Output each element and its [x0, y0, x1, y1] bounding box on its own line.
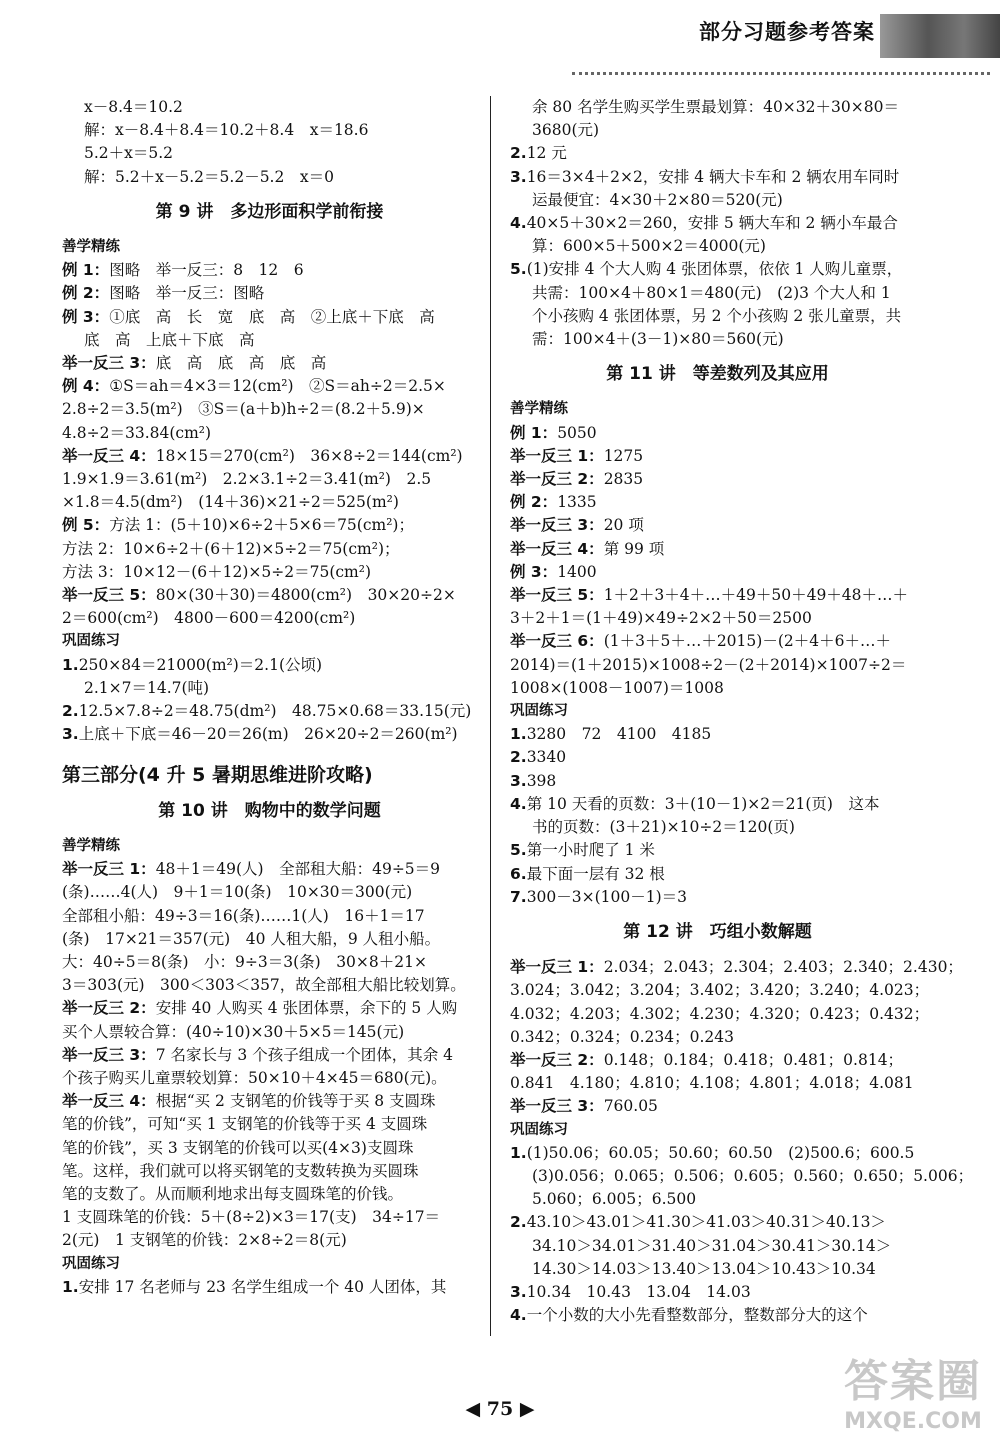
answer-text: 解：5.2＋x－5.2＝5.2－5.2 x＝0	[84, 167, 334, 186]
answer-line	[62, 1113, 477, 1136]
answer-text: 2.8÷2＝3.5(m²) ③S＝(a＋b)h÷2＝(8.2＋5.9)×	[62, 400, 425, 419]
answer-text: 0.342；0.324；0.234；0.243	[510, 1027, 734, 1046]
answer-line	[510, 445, 925, 468]
answer-line	[510, 793, 925, 816]
answer-text: 2014)＝(1＋2015)×1008÷2－(2＋2014)×1007÷2＝	[510, 655, 907, 674]
answer-line	[510, 1304, 925, 1327]
answer-text: 43.10＞43.01＞41.30＞41.03＞40.31＞40.13＞	[526, 1213, 886, 1232]
answer-text: 一个小数的大小先看整数部分，整数部分大的这个	[526, 1306, 868, 1325]
item-label: 举一反三 1：	[510, 446, 604, 465]
section-heading: 第 12 讲 巧组小数解题	[623, 921, 812, 942]
answer-text: 上底＋下底＝46－20＝26(m) 26×20÷2＝260(m²)	[78, 725, 458, 744]
answer-line	[62, 1044, 477, 1067]
answer-line	[62, 306, 477, 329]
answer-text: (1)50.06；60.05；50.60；60.50 (2)500.6；600.5	[526, 1143, 915, 1162]
item-label: 7.	[510, 887, 527, 906]
answer-text: 5.2＋x＝5.2	[84, 144, 174, 163]
answer-text: 3＝303(元) 300＜303＜357，故全部租大船比较划算。	[62, 976, 466, 995]
item-label: 1.	[510, 725, 527, 744]
item-label: 举一反三 2：	[62, 999, 156, 1018]
answer-text: 大：40÷5＝8(条) 小：9÷3＝3(条) 30×8＋21×	[62, 952, 427, 971]
answer-text: x－8.4＝10.2	[84, 98, 183, 116]
answer-line	[62, 928, 477, 951]
item-label: 1.	[62, 655, 79, 674]
subsection-label: 巩固练习	[62, 1255, 120, 1272]
answer-text: 3280 72 4100 4185	[526, 725, 712, 744]
answer-line	[510, 839, 925, 862]
answer-line	[62, 119, 477, 142]
answer-text: 0.841 4.180；4.810；4.108；4.801；4.018；4.081	[510, 1074, 914, 1093]
subsection-label: 善学精练	[510, 401, 568, 418]
answer-text: 2835	[603, 470, 644, 489]
answer-text: 20 项	[603, 516, 644, 535]
item-label: 举一反三 3：	[510, 1097, 604, 1116]
answer-text: 算：600×5＋500×2＝4000(元)	[532, 237, 766, 256]
item-label: 5.	[510, 841, 527, 860]
item-label: 例 2：	[62, 284, 110, 303]
answer-text: 需：100×4＋(3－1)×80＝560(元)	[532, 330, 784, 349]
answer-line	[62, 398, 477, 421]
answer-line	[62, 607, 477, 630]
item-label: 例 3：	[62, 307, 110, 326]
answer-line	[510, 863, 925, 886]
answer-text: ①底 高 长 宽 底 高 ②上底＋下底 高	[109, 307, 435, 326]
answer-line	[62, 514, 477, 537]
answer-line	[510, 1211, 925, 1234]
answer-line	[510, 654, 925, 677]
item-label: 举一反三 2：	[510, 1050, 604, 1069]
watermark-url: MXQE.COM	[844, 1409, 982, 1434]
answer-line	[62, 142, 477, 165]
answer-text: 买个人票较合算：(40÷10)×30＋5×5＝145(元)	[62, 1022, 405, 1041]
answer-text: 34.10＞34.01＞31.40＞31.04＞30.41＞30.14＞	[532, 1236, 892, 1255]
answer-text: 0.148；0.184；0.418；0.481；0.814；	[603, 1050, 904, 1069]
answer-line	[62, 584, 477, 607]
answer-text: 安排 17 名老师与 23 名学生组成一个 40 人团体，其	[78, 1277, 447, 1296]
answer-line	[62, 1206, 477, 1229]
answer-text: (条) 17×21＝357(元) 40 人租大船，9 人租小船。	[62, 929, 441, 948]
answer-text: 1275	[603, 446, 644, 465]
item-label: 举一反三 1：	[62, 860, 156, 879]
answer-line	[510, 956, 963, 979]
answer-line	[510, 1049, 925, 1072]
answer-line	[510, 514, 925, 537]
answer-text: 图略 举一反三：图略	[109, 284, 265, 303]
answer-line	[510, 96, 925, 119]
answer-line	[62, 329, 477, 352]
answer-text: 第一小时爬了 1 米	[526, 841, 655, 860]
answer-text: 40×5＋30×2＝260，安排 5 辆大车和 2 辆小车最合	[526, 214, 898, 233]
item-label: 举一反三 5：	[510, 586, 604, 605]
item-label: 举一反三 3：	[510, 516, 604, 535]
answer-text: 最下面一层有 32 根	[526, 864, 665, 883]
answer-line	[62, 468, 477, 491]
answer-line	[510, 468, 925, 491]
watermark-logo: 答案圈	[844, 1356, 982, 1407]
answer-line	[510, 1235, 925, 1258]
item-label: 2.	[510, 144, 527, 163]
answer-line	[62, 881, 477, 904]
answer-text: 3＋2＋1＝(1＋49)×49÷2×2＋50＝2500	[510, 609, 812, 628]
answer-text: 1008×(1008－1007)＝1008	[510, 678, 724, 697]
answer-line	[62, 375, 477, 398]
answer-line	[510, 166, 925, 189]
answer-text: 7 名家长与 3 个孩子组成一个团体，其余 4	[155, 1045, 453, 1064]
answer-text: 2.1×7＝14.7(吨)	[84, 678, 210, 697]
answer-text: 笔的支数了。从而顺利地求出每支圆珠笔的价钱。	[62, 1184, 404, 1203]
item-label: 举一反三 4：	[510, 539, 604, 558]
answer-line	[62, 997, 477, 1020]
header-title: 部分习题参考答案	[699, 20, 875, 44]
answer-line	[510, 258, 925, 281]
answer-line	[62, 700, 477, 723]
answer-text: 4.032；4.203；4.302；4.230；4.320；0.423；0.432；	[510, 1004, 930, 1023]
item-label: 5.	[510, 260, 527, 279]
item-label: 3.	[510, 771, 527, 790]
item-label: 2.	[62, 702, 79, 721]
answer-line	[510, 1003, 930, 1026]
answer-line	[62, 166, 477, 189]
answer-line	[510, 886, 925, 909]
answer-line	[62, 1090, 477, 1113]
answer-line	[510, 212, 925, 235]
answer-text: 底 高 上底＋下底 高	[84, 330, 255, 349]
item-label: 举一反三 2：	[510, 470, 604, 489]
item-label: 3.	[510, 167, 527, 186]
answer-text: 10.34 10.43 13.04 14.03	[526, 1282, 751, 1301]
item-label: 4.	[510, 794, 527, 813]
answer-line	[510, 1142, 925, 1165]
answer-text: 1＋2＋3＋4＋…＋49＋50＋49＋48＋…＋	[603, 586, 909, 605]
item-label: 3.	[62, 725, 79, 744]
answer-text: 余 80 名学生购买学生票最划算：40×32＋30×80＝	[532, 98, 899, 116]
answer-text: 2.034；2.043；2.304；2.403；2.340；2.430；	[603, 958, 963, 977]
answer-line	[510, 1281, 925, 1304]
answer-line	[510, 305, 925, 328]
item-label: 举一反三 5：	[62, 586, 156, 605]
item-label: 举一反三 6：	[510, 632, 604, 651]
item-label: 4.	[510, 1306, 527, 1325]
subsection-label: 善学精练	[62, 837, 120, 854]
left-arrow-icon: ◀	[465, 1398, 481, 1420]
answer-text: 运最便宜：4×30＋2×80＝520(元)	[532, 190, 783, 209]
answer-line	[62, 1183, 477, 1206]
answer-line	[510, 723, 925, 746]
answer-line	[510, 1072, 925, 1095]
answer-text: 80×(30＋30)＝4800(cm²) 30×20÷2×	[155, 586, 456, 605]
answer-line	[510, 538, 925, 561]
answer-text: 1400	[557, 562, 597, 581]
answer-text: 5.060；6.005；6.500	[532, 1190, 697, 1209]
answer-line	[62, 1276, 477, 1299]
answer-text: 14.30＞14.03＞13.40＞13.04＞10.43＞10.34	[532, 1259, 876, 1278]
answer-text: 12.5×7.8÷2＝48.75(dm²) 48.75×0.68＝33.15(元)	[78, 702, 472, 721]
answer-line	[510, 816, 925, 839]
answer-line	[62, 282, 477, 305]
answer-text: 12 元	[526, 144, 567, 163]
answer-line	[510, 328, 925, 351]
answer-line	[510, 677, 925, 700]
part-heading: 第三部分(4 升 5 暑期思维进阶攻略)	[62, 764, 373, 787]
answer-text: 第 99 项	[603, 539, 665, 558]
item-label: 例 2：	[510, 493, 558, 512]
header-decoration-bar	[880, 14, 1000, 58]
answer-line	[62, 352, 477, 375]
answer-text: 3340	[526, 748, 567, 767]
answer-text: 个孩子购买儿童票较划算：50×10＋4×45＝680(元)。	[62, 1068, 447, 1087]
answer-line	[510, 1095, 925, 1118]
answer-line	[62, 96, 477, 119]
column-divider	[490, 96, 491, 1336]
page-header	[0, 0, 1000, 80]
answer-text: 图略 举一反三：8 12 6	[109, 261, 304, 280]
answer-text: 16＝3×4＋2×2，安排 4 辆大卡车和 2 辆农用车同时	[526, 167, 900, 186]
item-label: 例 1：	[510, 423, 558, 442]
answer-line	[62, 858, 477, 881]
answer-line	[510, 607, 925, 630]
item-label: 例 1：	[62, 261, 110, 280]
answer-line	[510, 1258, 925, 1281]
item-label: 2.	[510, 748, 527, 767]
answer-line	[62, 1021, 477, 1044]
answer-text: 全部租小船：49÷3＝16(条)……1(人) 16＋1＝17	[62, 906, 425, 925]
answer-line	[62, 1067, 477, 1090]
answer-line	[62, 951, 477, 974]
answer-text: 300－3×(100－1)＝3	[526, 887, 688, 906]
answer-line	[62, 905, 477, 928]
answer-line	[510, 282, 925, 305]
item-label: 例 3：	[510, 562, 558, 581]
subsection-label: 巩固练习	[510, 703, 568, 720]
answer-text: ×1.8＝4.5(dm²) (14＋36)×21÷2＝525(m²)	[62, 493, 399, 512]
item-label: 4.	[510, 214, 527, 233]
answer-text: 底 高 底 高 底 高	[155, 354, 327, 373]
answer-text: 解：x－8.4＋8.4＝10.2＋8.4 x＝18.6	[84, 121, 369, 140]
answer-line	[62, 422, 477, 445]
answer-text: ①S＝ah＝4×3＝12(cm²) ②S＝ah÷2＝2.5×	[109, 377, 446, 396]
answer-line	[510, 422, 925, 445]
answer-text: (1)安排 4 个大人购 4 张团体票，依依 1 人购儿童票，	[526, 260, 903, 279]
answer-text: 1.9×1.9＝3.61(m²) 2.2×3.1÷2＝3.41(m²) 2.5	[62, 470, 432, 489]
answer-line	[510, 979, 930, 1002]
answer-text: 1 支圆珠笔的价钱：5＋(8÷2)×3＝17(支) 34÷17＝	[62, 1208, 441, 1227]
answer-text: 个小孩购 4 张团体票，另 2 个小孩购 2 张儿童票，共	[532, 306, 902, 325]
answer-line	[510, 746, 925, 769]
answer-text: 方法 3：10×12－(6＋12)×5÷2＝75(cm²)	[62, 562, 372, 581]
answer-line	[510, 630, 925, 653]
answer-line	[62, 677, 477, 700]
answer-text: 笔的价钱”，可知“买 1 支钢笔的价钱等于买 4 支圆珠	[62, 1115, 428, 1134]
answer-text: 250×84＝21000(m²)＝2.1(公顷)	[78, 655, 323, 674]
answer-text: 方法 2：10×6÷2＋(6＋12)×5÷2＝75(cm²)；	[62, 539, 400, 558]
answer-line	[62, 974, 477, 997]
answer-text: 共需：100×4＋80×1＝480(元) (2)3 个大人和 1	[532, 283, 891, 302]
answer-line	[510, 561, 925, 584]
answer-text: 2(元) 1 支钢笔的价钱：2×8÷2＝8(元)	[62, 1231, 347, 1250]
answer-line	[510, 189, 925, 212]
answer-text: (条)……4(人) 9＋1＝10(条) 10×30＝300(元)	[62, 883, 413, 902]
watermark	[844, 1345, 982, 1434]
item-label: 3.	[510, 1282, 527, 1301]
section-heading: 第 9 讲 多边形面积学前衔接	[155, 201, 384, 222]
answer-text: 方法 1：(5＋10)×6÷2＋5×6＝75(cm²)；	[109, 516, 414, 535]
answer-text: 3.024；3.042；3.204；3.402；3.420；3.240；4.023；	[510, 981, 930, 1000]
answer-text: 4.8÷2＝33.84(cm²)	[62, 423, 212, 442]
answer-line	[510, 770, 925, 793]
item-label: 举一反三 3：	[62, 354, 156, 373]
answer-text: (3)0.056；0.065；0.506；0.605；0.560；0.650；5.006；	[532, 1166, 974, 1185]
answer-line	[510, 1188, 925, 1211]
item-label: 6.	[510, 864, 527, 883]
answer-line	[62, 561, 477, 584]
answer-line	[510, 142, 925, 165]
item-label: 举一反三 4：	[62, 1092, 156, 1111]
answer-text: 书的页数：(3＋21)×10÷2＝120(页)	[532, 818, 795, 837]
answer-line	[510, 584, 925, 607]
section-heading: 第 11 讲 等差数列及其应用	[606, 364, 829, 385]
item-label: 举一反三 4：	[62, 446, 156, 465]
answer-text: 398	[526, 771, 557, 790]
answer-text: 安排 40 人购买 4 张团体票，余下的 5 人购	[155, 999, 458, 1018]
right-arrow-icon: ▶	[519, 1398, 535, 1420]
answer-line	[62, 1160, 477, 1183]
item-label: 1.	[510, 1143, 527, 1162]
answer-text: 2＝600(cm²) 4800－600＝4200(cm²)	[62, 609, 356, 628]
answer-text: 760.05	[603, 1097, 658, 1116]
item-label: 例 4：	[62, 377, 110, 396]
subsection-label: 巩固练习	[62, 633, 120, 650]
answer-line	[62, 538, 477, 561]
subsection-label: 善学精练	[62, 239, 120, 256]
answer-text: 第 10 天看的页数：3＋(10－1)×2＝21(页) 这本	[526, 794, 880, 813]
answer-text: 5050	[557, 423, 597, 442]
item-label: 举一反三 3：	[62, 1045, 156, 1064]
answer-text: 48＋1＝49(人) 全部租大船：49÷5＝9	[155, 860, 441, 879]
answer-line	[62, 259, 477, 282]
answer-text: 3680(元)	[532, 121, 600, 140]
answer-text: 18×15＝270(cm²) 36×8÷2＝144(cm²)	[155, 446, 463, 465]
section-heading: 第 10 讲 购物中的数学问题	[158, 800, 381, 821]
answer-text: 根据“买 2 支钢笔的价钱等于买 8 支圆珠	[155, 1092, 436, 1111]
answer-line	[62, 723, 477, 746]
item-label: 例 5：	[62, 516, 110, 535]
item-label: 举一反三 1：	[510, 958, 604, 977]
left-column	[62, 96, 477, 1299]
answer-text: 1335	[557, 493, 597, 512]
answer-line	[510, 235, 925, 258]
answer-line	[510, 119, 925, 142]
right-column	[510, 96, 974, 1327]
subsection-label: 巩固练习	[510, 1121, 568, 1138]
answer-line	[62, 1229, 477, 1252]
answer-line	[62, 1137, 477, 1160]
answer-text: (1＋3＋5＋…＋2015)－(2＋4＋6＋…＋	[603, 632, 891, 651]
answer-line	[510, 1165, 974, 1188]
answer-line	[62, 445, 477, 468]
answer-text: 笔的价钱”，买 3 支钢笔的价钱可以买(4×3)支圆珠	[62, 1138, 414, 1157]
answer-line	[62, 654, 477, 677]
page-number-text: 75	[486, 1398, 514, 1420]
header-dotted-rule	[572, 72, 990, 75]
answer-text: 笔。这样，我们就可以将买钢笔的支数转换为买圆珠	[62, 1161, 419, 1180]
answer-line	[510, 1026, 925, 1049]
item-label: 2.	[510, 1213, 527, 1232]
answer-line	[510, 491, 925, 514]
answer-line	[62, 491, 477, 514]
item-label: 1.	[62, 1277, 79, 1296]
